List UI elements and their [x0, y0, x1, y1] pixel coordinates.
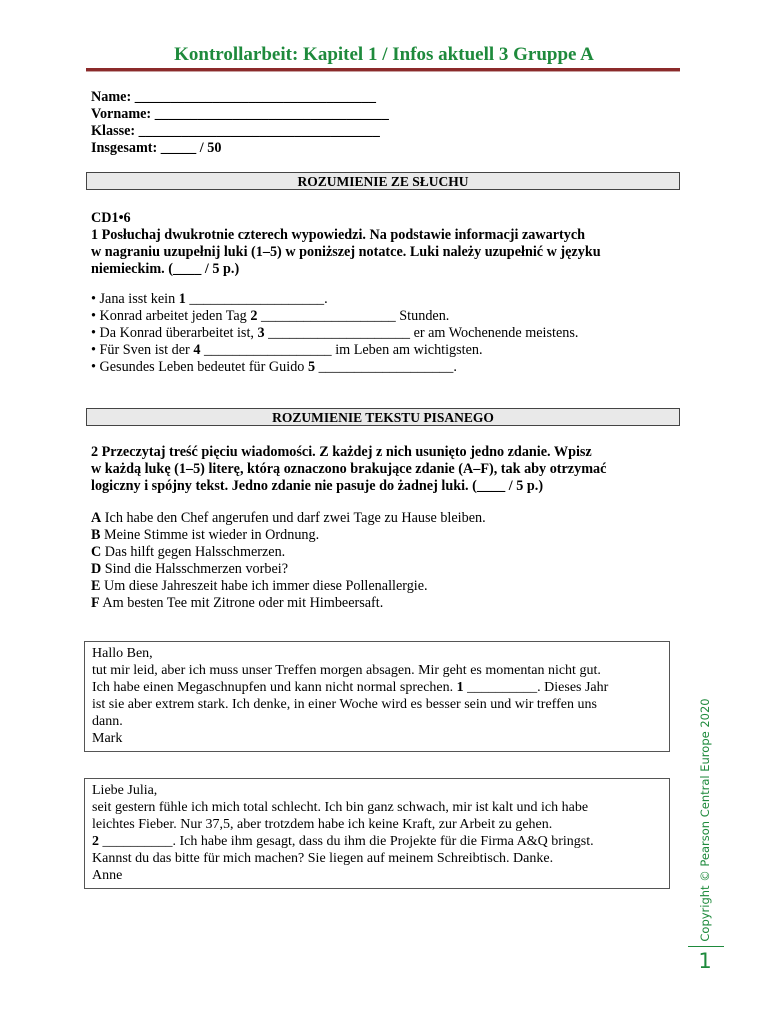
- student-info-block: [91, 89, 389, 157]
- page-number: 1: [698, 949, 712, 973]
- cd-track-label: CD1•6: [91, 210, 131, 226]
- list-item: • Da Konrad überarbeitet ist, 3 ____________________ er am Wochenende meistens.: [91, 325, 579, 341]
- letter-line: dann.: [92, 714, 123, 729]
- letter-line: leichtes Fieber. Nur 37,5, aber trotzdem habe ich keine Kraft, zur Arbeit zu gehen.: [92, 817, 553, 832]
- instruction-line: logiczny i spójny tekst. Jedno zdanie nie pasuje do żadnej luki. (____ / 5 p.): [91, 478, 544, 494]
- gap-field[interactable]: ___________________.: [315, 359, 457, 375]
- section-heading-listening: ROZUMIENIE ZE SŁUCHU: [86, 172, 680, 190]
- letter-line: Ich habe einen Megaschnupfen und kann nicht normal sprechen. 1 __________. Dieses Jahr: [92, 680, 609, 695]
- listening-instructions: [91, 210, 681, 278]
- gap-field[interactable]: ___________________ Stunden.: [257, 308, 450, 324]
- copyright-notice: [690, 700, 720, 940]
- letter-box-julia: [84, 778, 670, 889]
- letter-signature: Anne: [92, 868, 123, 883]
- reading-instructions: [91, 444, 681, 495]
- listening-gap-list: [91, 291, 681, 376]
- option-item: E Um diese Jahreszeit habe ich immer diese Pollenallergie.: [91, 578, 428, 594]
- option-item: F Am besten Tee mit Zitrone oder mit Himbeersaft.: [91, 595, 384, 611]
- letter-line: Hallo Ben,: [92, 646, 153, 661]
- page-number-divider: [688, 946, 724, 947]
- title-divider: [86, 68, 680, 72]
- letter-line: ist sie aber extrem stark. Ich denke, in einer Woche wird es besser sein und wir treffen uns: [92, 697, 597, 712]
- letter-line: Liebe Julia,: [92, 783, 158, 798]
- instruction-line: w każdą lukę (1–5) literę, którą oznaczono brakujące zdanie (A–F), tak aby otrzymać: [91, 461, 607, 477]
- list-item: • Konrad arbeitet jeden Tag 2 ___________________ Stunden.: [91, 308, 450, 324]
- option-item: D Sind die Halsschmerzen vorbei?: [91, 561, 288, 577]
- vorname-line[interactable]: Vorname: _________________________________: [91, 106, 389, 122]
- instruction-line: 2 Przeczytaj treść pięciu wiadomości. Z każdej z nich usunięto jedno zdanie. Wpisz: [91, 444, 592, 460]
- klasse-line[interactable]: Klasse: __________________________________: [91, 123, 380, 139]
- gap-field[interactable]: __________________ im Leben am wichtigsten.: [200, 342, 483, 358]
- name-line[interactable]: Name: __________________________________: [91, 89, 376, 105]
- letter-line: Kannst du das bitte für mich machen? Sie liegen auf meinem Schreibtisch. Danke.: [92, 851, 554, 866]
- gap-field[interactable]: __________. Dieses Jahr: [463, 680, 609, 695]
- option-item: A Ich habe den Chef angerufen und darf zwei Tage zu Hause bleiben.: [91, 510, 486, 526]
- document-title: Kontrollarbeit: Kapitel 1 / Infos aktuell 3 Gruppe A: [174, 44, 594, 65]
- copyright-text: Copyright © Pearson Central Europe 2020: [698, 698, 712, 942]
- list-item: • Gesundes Leben bedeutet für Guido 5 ___________________.: [91, 359, 457, 375]
- answer-options-list: [91, 510, 681, 612]
- instruction-line: 1 Posłuchaj dwukrotnie czterech wypowiedzi. Na podstawie informacji zawartych: [91, 227, 586, 243]
- gap-field[interactable]: __________. Ich habe ihm gesagt, dass du ihm die Projekte für die Firma A&Q bringst.: [99, 834, 594, 849]
- letter-line: tut mir leid, aber ich muss unser Treffen morgen absagen. Mir geht es momentan nicht gut.: [92, 663, 601, 678]
- option-item: C Das hilft gegen Halsschmerzen.: [91, 544, 286, 560]
- gap-field[interactable]: ____________________ er am Wochenende meistens.: [264, 325, 579, 341]
- letter-signature: Mark: [92, 731, 123, 746]
- instruction-line: niemieckim. (____ / 5 p.): [91, 261, 240, 277]
- gap-field[interactable]: ___________________.: [185, 291, 328, 307]
- instruction-line: w nagraniu uzupełnij luki (1–5) w poniższej notatce. Luki należy uzupełnić w języku: [91, 244, 601, 260]
- option-item: B Meine Stimme ist wieder in Ordnung.: [91, 527, 320, 543]
- list-item: • Jana isst kein 1 ___________________.: [91, 291, 328, 307]
- letter-box-ben: [84, 641, 670, 752]
- insgesamt-line[interactable]: Insgesamt: _____ / 50: [91, 140, 222, 156]
- letter-line: seit gestern fühle ich mich total schlecht. Ich bin ganz schwach, mir ist kalt und ich habe: [92, 800, 589, 815]
- letter-line: 2 __________. Ich habe ihm gesagt, dass du ihm die Projekte für die Firma A&Q bringst.: [92, 834, 594, 849]
- list-item: • Für Sven ist der 4 __________________ im Leben am wichtigsten.: [91, 342, 483, 358]
- section-heading-reading: ROZUMIENIE TEKSTU PISANEGO: [86, 408, 680, 426]
